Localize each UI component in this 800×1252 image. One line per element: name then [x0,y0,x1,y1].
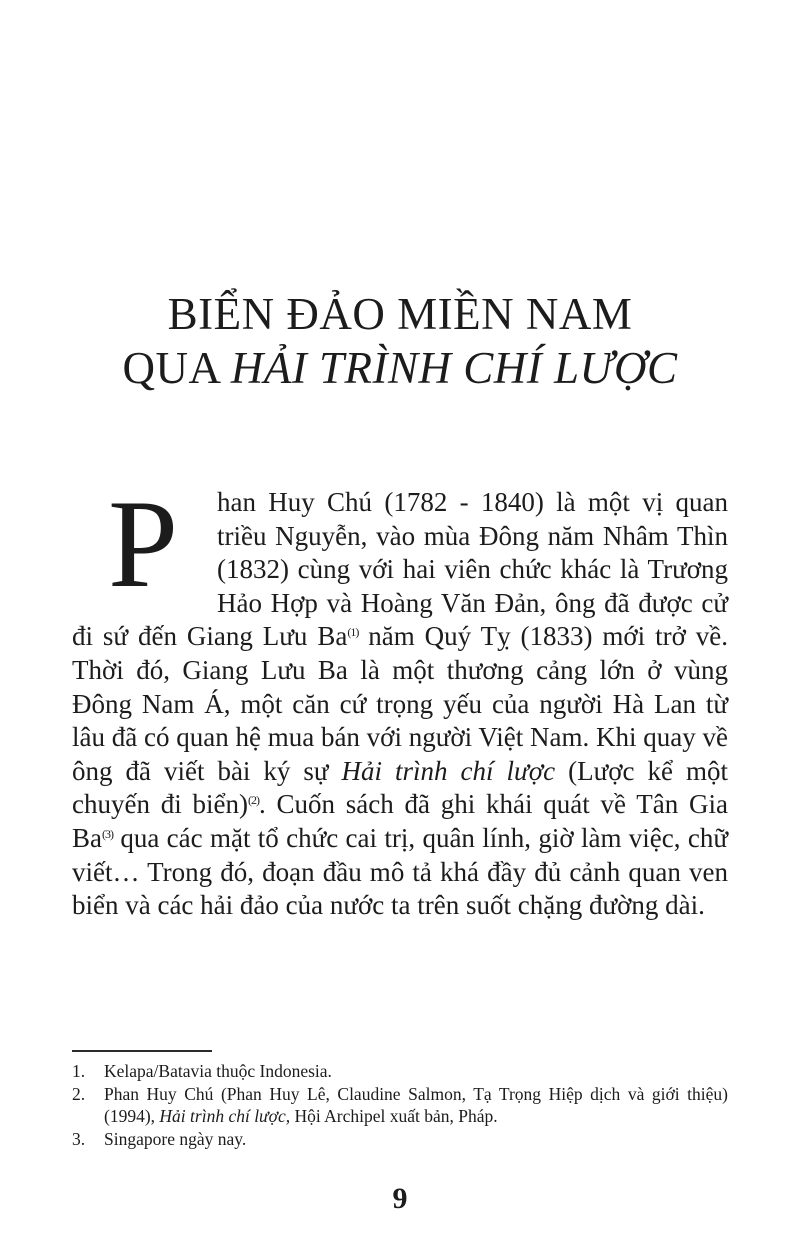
footnote-book-title-italic: Hải trình chí lược, [159,1106,291,1126]
footnote-text-segment: Singapore ngày nay. [104,1128,247,1149]
body-text-segment: qua các mặt tổ chức cai trị, quân lính, giờ làm việc, chữ viết… Trong đó, đoạn đầu mô tả khá đầy đủ cảnh quan ven biển và các hải đảo của nước ta trên suốt chặng đường dài. [72,822,728,921]
body-text-segment: năm Quý Tỵ (1833) mới trở về. Thời đó, Giang Lưu Ba là một thương cảng lớn ở vùng Đông Nam Á, một căn cứ trọng yếu của người Hà Lan từ lâu đã có quan hệ mua bán với người Việt Nam. Khi quay về ông đã viết bài ký sự [72,621,729,786]
chapter-title-line2 [0,341,800,395]
footnote-separator-rule [72,1050,212,1052]
body-text-segment: . Cuốn sách đã ghi khái quát về Tân Gia Ba [72,789,728,853]
footnote-number: 2. [72,1083,86,1104]
footnote-text [104,1060,728,1083]
footnote-item [72,1060,728,1083]
body-book-title-italic: Hải trình chí lược [341,755,556,786]
footnote-number: 1. [72,1061,86,1081]
dropcap-letter: P [108,475,179,614]
footnote-text-segment: Hội Archipel xuất bản, Pháp. [290,1106,498,1126]
footnotes [72,1060,728,1150]
footnote-item [72,1083,728,1128]
chapter-title-line1: BIỂN ĐẢO MIỀN NAM [167,289,633,339]
body-paragraph [72,475,729,923]
footnote-ref-2: (2) [247,793,259,808]
chapter-title-line2-prefix: QUA [122,343,231,393]
footnote-number: 3. [72,1128,86,1149]
chapter-title [0,287,800,395]
footnote-text-segment: Kelapa/Batavia thuộc Indonesia. [104,1061,332,1081]
footnote-ref-3: (3) [102,826,113,841]
footnote-text-segment: Phan Huy Chú (Phan Huy Lê, Claudine Salmon, Tạ Trọng Hiệp dịch và giới thiệu) (1994), [104,1083,728,1126]
page-number: 9 [392,1182,408,1215]
chapter-title-book-name: HẢI TRÌNH CHÍ LƯỢC [230,343,678,393]
body-text-segment: (Lược kể một chuyến đi biển) [72,755,728,820]
body-text-segment: han Huy Chú (1782 - 1840) là một vị quan triều Nguyễn, vào mùa Đông năm Nhâm Thìn (1832) cùng với hai viên chức khác là Trương Hảo Hợp và Hoàng Văn Đản, ông đã được cử đi sứ đến Giang Lưu Ba [72,487,728,652]
footnote-text [104,1083,728,1128]
footnote-ref-1: (1) [347,625,359,640]
footnote-text [104,1128,728,1151]
footnote-item [72,1128,728,1151]
